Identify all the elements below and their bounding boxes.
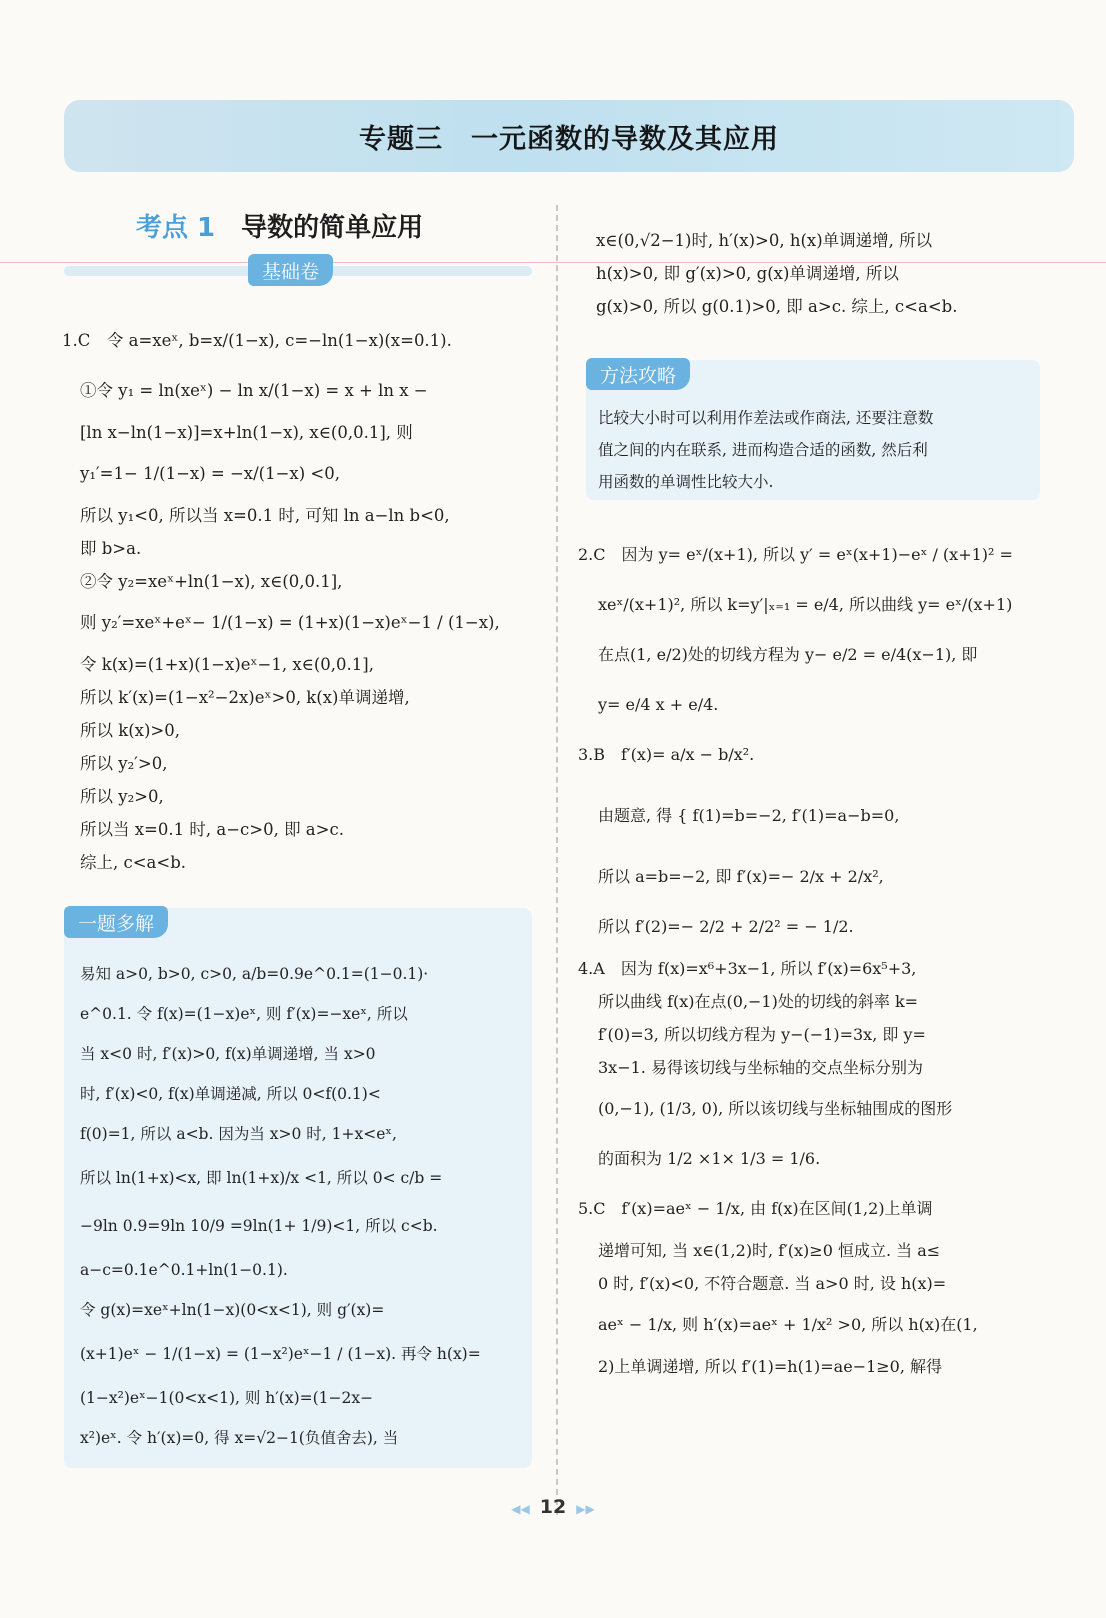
text-line: 递增可知, 当 x∈(1,2)时, f′(x)≥0 恒成立. 当 a≤ (598, 1241, 941, 1260)
chapter-title: 专题三 一元函数的导数及其应用 (359, 123, 779, 155)
text-line: 3x−1. 易得该切线与坐标轴的交点坐标分别为 (598, 1058, 923, 1077)
text-line: 则 y₂′=xeˣ+eˣ− 1/(1−x) = (1+x)(1−x)eˣ−1 / (1−x), (80, 613, 500, 632)
text-line: g(x)>0, 所以 g(0.1)>0, 即 a>c. 综上, c<a<b. (596, 297, 958, 316)
yiti-text (80, 954, 528, 1458)
text-line: 时, f′(x)<0, f(x)单调递减, 所以 0<f(0.1)< (80, 1085, 381, 1103)
text-line: 所以 k(x)>0, (80, 721, 180, 740)
text-line: ①令 y₁ = ln(xeˣ) − ln x/(1−x) = x + ln x − (80, 381, 428, 400)
text-line: 所以 y₂>0, (80, 787, 164, 806)
next-arrow-icon: ▶▶ (576, 1502, 595, 1516)
right-column (578, 530, 1066, 1383)
chapter-banner (64, 100, 1074, 172)
text-line: h(x)>0, 即 g′(x)>0, g(x)单调递增, 所以 (596, 264, 899, 283)
text-line: f′(0)=3, 所以切线方程为 y−(−1)=3x, 即 y= (598, 1025, 926, 1044)
column-divider (556, 205, 558, 1515)
text-line: 0 时, f′(x)<0, 不符合题意. 当 a>0 时, 设 h(x)= (598, 1274, 947, 1293)
text-line: 在点(1, e/2)处的切线方程为 y− e/2 = e/4(x−1), 即 (598, 645, 978, 664)
text-line: 值之间的内在联系, 进而构造合适的函数, 然后利 (598, 441, 928, 459)
text-line: a−c=0.1e^0.1+ln(1−0.1). (80, 1261, 288, 1279)
text-line: (x+1)eˣ − 1/(1−x) = (1−x²)eˣ−1 / (1−x). 再令 h(x)= (80, 1345, 481, 1363)
text-line: (0,−1), (1/3, 0), 所以该切线与坐标轴围成的图形 (598, 1099, 953, 1118)
text-line: (1−x²)eˣ−1(0<x<1), 则 h′(x)=(1−2x− (80, 1389, 374, 1407)
kaodian-label: 考点 1 (136, 213, 216, 243)
text-line: y= e/4 x + e/4. (598, 695, 719, 714)
text-line: xeˣ/(x+1)², 所以 k=y′|ₓ₌₁ = e/4, 所以曲线 y= eˣ/(x+1) (598, 595, 1013, 614)
text-line: 令 g(x)=xeˣ+ln(1−x)(0<x<1), 则 g′(x)= (80, 1301, 385, 1319)
text-line: 3.B f′(x)= a/x − b/x². (578, 745, 755, 764)
text-line: 比较大小时可以利用作差法或作商法, 还要注意数 (598, 409, 934, 427)
text-line: 的面积为 1/2 ×1× 1/3 = 1/6. (598, 1149, 821, 1168)
text-line: 当 x<0 时, f′(x)>0, f(x)单调递增, 当 x>0 (80, 1045, 376, 1063)
section-title: 导数的简单应用 (241, 213, 424, 243)
text-line: 所以 y₁<0, 所以当 x=0.1 时, 可知 ln a−ln b<0, (80, 506, 450, 525)
text-line: aeˣ − 1/x, 则 h′(x)=aeˣ + 1/x² >0, 所以 h(x)在(1, (598, 1315, 978, 1334)
right-top-text (596, 224, 1066, 323)
text-line: 5.C f′(x)=aeˣ − 1/x, 由 f(x)在区间(1,2)上单调 (578, 1199, 933, 1218)
tag-jichu: 基础卷 (248, 254, 333, 286)
text-line: 即 b>a. (80, 539, 142, 558)
text-line: −9ln 0.9=9ln 10/9 =9ln(1+ 1/9)<1, 所以 c<b. (80, 1217, 438, 1235)
text-line: y₁′=1− 1/(1−x) = −x/(1−x) <0, (80, 464, 340, 483)
text-line: 由题意, 得 { f(1)=b=−2, f′(1)=a−b=0, (598, 806, 900, 825)
text-line: x²)eˣ. 令 h′(x)=0, 得 x=√2−1(负值舍去), 当 (80, 1429, 399, 1447)
text-line: 令 k(x)=(1+x)(1−x)eˣ−1, x∈(0,0.1], (80, 655, 374, 674)
text-line: 所以 a=b=−2, 即 f′(x)=− 2/x + 2/x², (598, 867, 884, 886)
text-line: 所以当 x=0.1 时, a−c>0, 即 a>c. (80, 820, 344, 839)
text-line: x∈(0,√2−1)时, h′(x)>0, h(x)单调递增, 所以 (596, 231, 933, 250)
prev-arrow-icon: ◀◀ (511, 1502, 530, 1516)
text-line: f(0)=1, 所以 a<b. 因为当 x>0 时, 1+x<eˣ, (80, 1125, 397, 1143)
text-line: 所以 k′(x)=(1−x²−2x)eˣ>0, k(x)单调递增, (80, 688, 410, 707)
section-heading (136, 207, 423, 243)
page-number: 12 (539, 1496, 567, 1518)
text-line: 2.C 因为 y= eˣ/(x+1), 所以 y′ = eˣ(x+1)−eˣ / (x+1)² = (578, 545, 1013, 564)
text-line: 2)上单调递增, 所以 f′(1)=h(1)=ae−1≥0, 解得 (598, 1357, 943, 1376)
text-line: 易知 a>0, b>0, c>0, a/b=0.9e^0.1=(1−0.1)· (80, 965, 429, 983)
text-line: 1.C 令 a=xeˣ, b=x/(1−x), c=−ln(1−x)(x=0.1). (62, 331, 452, 350)
yiti-duojie-box (64, 908, 532, 1468)
fangfa-text (598, 402, 1038, 498)
left-column (62, 316, 540, 879)
text-line: e^0.1. 令 f(x)=(1−x)eˣ, 则 f′(x)=−xeˣ, 所以 (80, 1005, 408, 1023)
text-line: 所以 ln(1+x)<x, 即 ln(1+x)/x <1, 所以 0< c/b = (80, 1169, 443, 1187)
text-line: 综上, c<a<b. (80, 853, 187, 872)
text-line: 用函数的单调性比较大小. (598, 473, 774, 491)
text-line: 所以曲线 f(x)在点(0,−1)处的切线的斜率 k= (598, 992, 919, 1011)
tag-fangfa: 方法攻略 (586, 358, 690, 390)
tag-yiti: 一题多解 (64, 906, 168, 938)
text-line: 所以 f′(2)=− 2/2 + 2/2² = − 1/2. (598, 917, 854, 936)
page-number-footer (0, 1496, 1106, 1518)
text-line: [ln x−ln(1−x)]=x+ln(1−x), x∈(0,0.1], 则 (80, 423, 413, 442)
text-line: 4.A 因为 f(x)=x⁶+3x−1, 所以 f′(x)=6x⁵+3, (578, 959, 917, 978)
text-line: 所以 y₂′>0, (80, 754, 168, 773)
text-line: ②令 y₂=xeˣ+ln(1−x), x∈(0,0.1], (80, 572, 343, 591)
